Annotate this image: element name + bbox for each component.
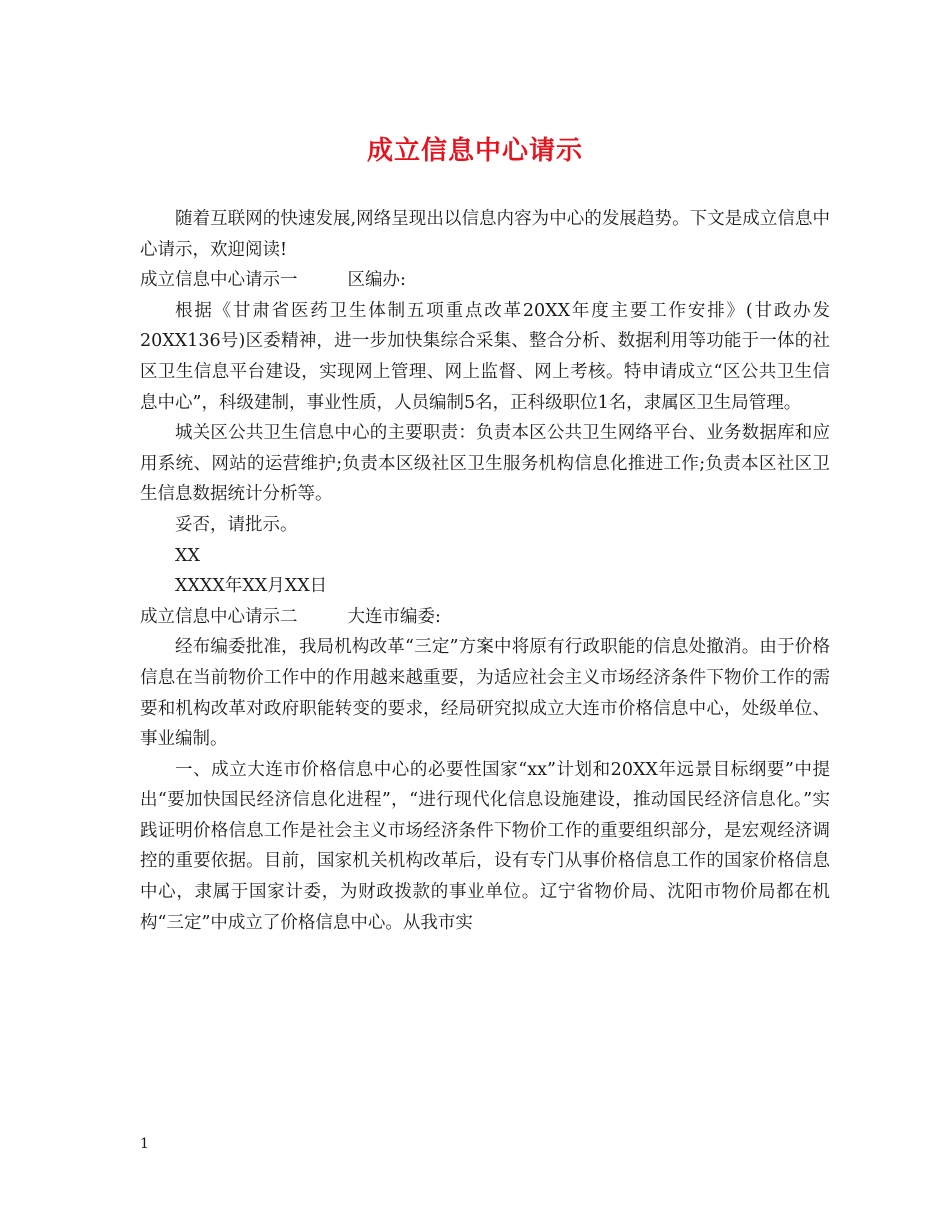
section1-heading-line bbox=[140, 265, 830, 296]
intro-paragraph: 随着互联网的快速发展,网络呈现出以信息内容为中心的发展趋势。下文是成立信息中心请示，欢迎阅读! bbox=[140, 209, 830, 260]
section2-addressee: 大连市编委: bbox=[347, 606, 441, 627]
section1-closing: 妥否，请批示。 bbox=[175, 514, 298, 535]
section1-paragraph-1: 根据《甘肃省医药卫生体制五项重点改革20XX年度主要工作安排》(甘政办发20XX136号)区委精神，进一步加快集综合采集、整合分析、数据利用等功能于一体的社区卫生信息平台建设，实现网上管理、网上监督、网上考核。特申请成立“区公共卫生信息中心”，科级建制，事业性质，人员编制5名，正科级职位1名，隶属区卫生局管理。 bbox=[140, 300, 830, 413]
section1-paragraph-2: 城关区公共卫生信息中心的主要职责：负责本区公共卫生网络平台、业务数据库和应用系统、网站的运营维护;负责本区级社区卫生服务机构信息化推进工作;负责本区社区卫生信息数据统计分析等。 bbox=[140, 423, 830, 505]
section2-heading: 成立信息中心请示二 bbox=[140, 606, 298, 627]
section1-heading: 成立信息中心请示一 bbox=[140, 270, 298, 291]
section1-addressee: 区编办: bbox=[347, 270, 406, 291]
section1-date: XXXX年XX月XX日 bbox=[175, 576, 328, 597]
document-title: 成立信息中心请示 bbox=[366, 136, 583, 166]
section1-signature: XX bbox=[175, 545, 200, 566]
section2-paragraph-1: 经布编委批准，我局机构改革“三定”方案中将原有行政职能的信息处撤消。由于价格信息在当前物价工作中的作用越来越重要，为适应社会主义市场经济条件下物价工作的需要和机构改革对政府职能转变的要求，经局研究拟成立大连市价格信息中心，处级单位、事业编制。 bbox=[140, 637, 830, 750]
document-body bbox=[140, 204, 830, 938]
section2-heading-line bbox=[140, 602, 830, 633]
page-number: 1 bbox=[140, 1136, 149, 1152]
section2-paragraph-2: 一、成立大连市价格信息中心的必要性国家“xx”计划和20XX年远景目标纲要”中提出“要加快国民经济信息化进程”，“进行现代化信息设施建设，推动国民经济信息化。”实践证明价格信息工作是社会主义市场经济条件下物价工作的重要组织部分，是宏观经济调控的重要依据。目前，国家机关机构改革后，设有专门从事价格信息工作的国家价格信息中心，隶属于国家计委，为财政拨款的事业单位。辽宁省物价局、沈阳市物价局都在机构“三定”中成立了价格信息中心。从我市实 bbox=[140, 759, 830, 933]
